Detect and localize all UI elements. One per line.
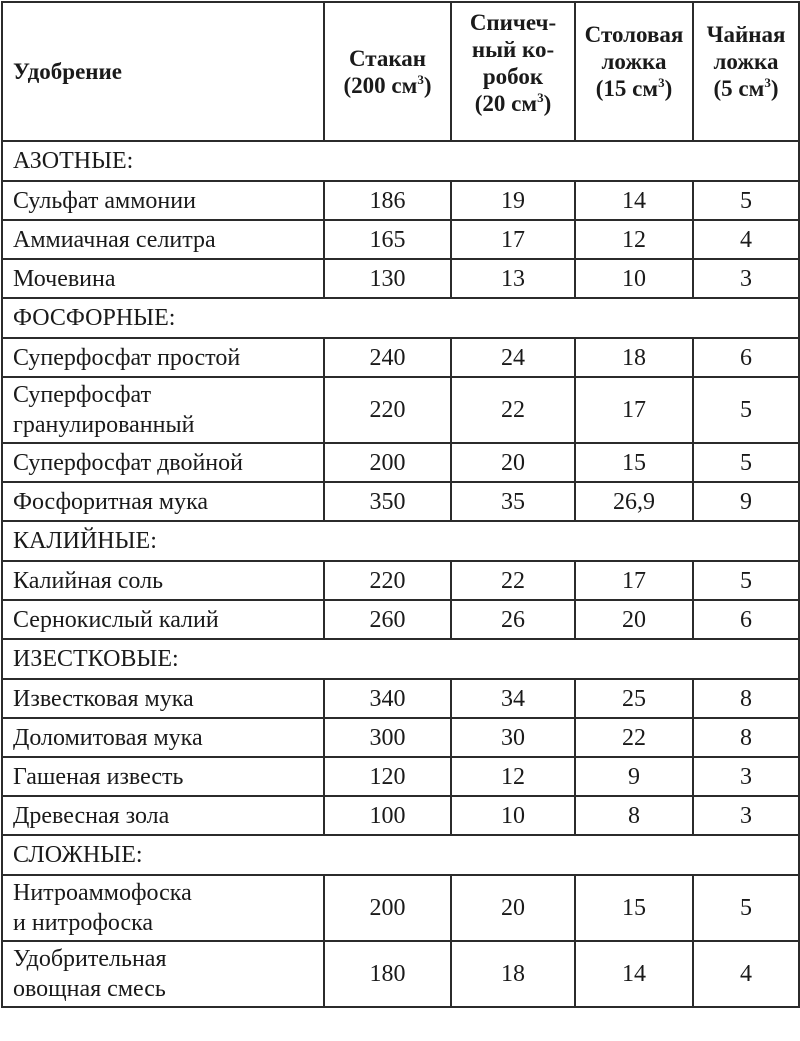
header-tablespoon <box>575 2 693 141</box>
tablespoon-value-cell: 25 <box>575 679 693 718</box>
table-row <box>2 941 799 1007</box>
fertilizer-name-line: Сернокислый калий <box>13 606 219 633</box>
fertilizer-name-line: Нитроаммофоска <box>13 880 192 906</box>
tablespoon-value-cell: 15 <box>575 875 693 941</box>
group-title: АЗОТНЫЕ: <box>2 141 799 181</box>
group-title: КАЛИЙНЫЕ: <box>2 521 799 561</box>
matchbox-value-cell: 26 <box>451 600 575 639</box>
fertilizer-name-line: Калийная соль <box>13 567 164 594</box>
header-teaspoon-line3: (5 см <box>713 76 765 101</box>
teaspoon-value-cell: 5 <box>693 443 799 482</box>
fertilizer-name-cell <box>2 757 324 796</box>
header-teaspoon-line1: Чайная <box>706 22 786 47</box>
table-row <box>2 338 799 377</box>
matchbox-value-cell: 20 <box>451 443 575 482</box>
glass-value-cell: 300 <box>324 718 451 757</box>
teaspoon-value-cell: 8 <box>693 718 799 757</box>
fertilizer-name-line: Фосфоритная мука <box>13 488 209 515</box>
header-matchbox-line3: робок <box>482 64 544 89</box>
fertilizer-name-cell <box>2 338 324 377</box>
group-title: ИЗЕСТКОВЫЕ: <box>2 639 799 679</box>
fertilizer-name-line: Известковая мука <box>13 685 194 712</box>
glass-value-cell: 100 <box>324 796 451 835</box>
group-row <box>2 521 799 561</box>
table-row <box>2 181 799 220</box>
fertilizer-name-line: Сульфат аммонии <box>13 187 196 214</box>
fertilizer-name-line: Доломитовая мука <box>13 724 203 751</box>
table-row <box>2 220 799 259</box>
tablespoon-value-cell: 10 <box>575 259 693 298</box>
fertilizer-name-cell <box>2 377 324 443</box>
matchbox-value-cell: 12 <box>451 757 575 796</box>
table-header <box>2 2 799 141</box>
teaspoon-value-cell: 5 <box>693 181 799 220</box>
header-teaspoon-sup: 3 <box>764 75 771 90</box>
glass-value-cell: 340 <box>324 679 451 718</box>
teaspoon-value-cell: 4 <box>693 941 799 1007</box>
fertilizer-name-cell <box>2 181 324 220</box>
table-row <box>2 875 799 941</box>
teaspoon-value-cell: 3 <box>693 796 799 835</box>
tablespoon-value-cell: 18 <box>575 338 693 377</box>
header-glass-sup: 3 <box>417 71 424 87</box>
fertilizer-name-cell <box>2 259 324 298</box>
glass-value-cell: 200 <box>324 875 451 941</box>
tablespoon-value-cell: 22 <box>575 718 693 757</box>
group-row <box>2 298 799 338</box>
header-tablespoon-line1: Столовая <box>584 22 684 47</box>
header-tablespoon-line3: (15 см <box>595 76 659 101</box>
tablespoon-value-cell: 20 <box>575 600 693 639</box>
teaspoon-value-cell: 5 <box>693 377 799 443</box>
fertilizer-name-line: гранулированный <box>13 412 195 438</box>
header-fertilizer-label: Удобрение <box>13 59 123 84</box>
table-row <box>2 718 799 757</box>
fertilizer-name-cell <box>2 941 324 1007</box>
table-row <box>2 757 799 796</box>
header-row <box>2 2 799 141</box>
fertilizer-name-line: Древесная зола <box>13 802 170 829</box>
matchbox-value-cell: 17 <box>451 220 575 259</box>
group-row <box>2 141 799 181</box>
fertilizer-name-cell <box>2 679 324 718</box>
matchbox-value-cell: 20 <box>451 875 575 941</box>
glass-value-cell: 200 <box>324 443 451 482</box>
tablespoon-value-cell: 15 <box>575 443 693 482</box>
teaspoon-value-cell: 4 <box>693 220 799 259</box>
header-matchbox <box>451 2 575 141</box>
matchbox-value-cell: 22 <box>451 377 575 443</box>
teaspoon-value-cell: 6 <box>693 600 799 639</box>
fertilizer-measures-table <box>1 1 800 1008</box>
fertilizer-name-cell <box>2 718 324 757</box>
fertilizer-name-cell <box>2 561 324 600</box>
matchbox-value-cell: 34 <box>451 679 575 718</box>
fertilizer-name-cell <box>2 443 324 482</box>
header-teaspoon <box>693 2 799 141</box>
fertilizer-name-line: Удобрительная <box>13 946 167 972</box>
tablespoon-value-cell: 9 <box>575 757 693 796</box>
table-row <box>2 482 799 521</box>
fertilizer-name-cell <box>2 875 324 941</box>
header-tablespoon-paren: ) <box>664 76 673 101</box>
matchbox-value-cell: 30 <box>451 718 575 757</box>
header-matchbox-paren: ) <box>543 91 552 116</box>
header-matchbox-line2: ный ко- <box>471 37 555 62</box>
matchbox-value-cell: 18 <box>451 941 575 1007</box>
glass-value-cell: 165 <box>324 220 451 259</box>
header-matchbox-line1: Спичеч- <box>469 10 557 35</box>
teaspoon-value-cell: 5 <box>693 875 799 941</box>
table-row <box>2 796 799 835</box>
fertilizer-name-line: Гашеная известь <box>13 763 184 790</box>
header-teaspoon-paren: ) <box>770 76 779 101</box>
tablespoon-value-cell: 17 <box>575 377 693 443</box>
tablespoon-value-cell: 14 <box>575 181 693 220</box>
glass-value-cell: 240 <box>324 338 451 377</box>
table-row <box>2 377 799 443</box>
group-row <box>2 835 799 875</box>
header-glass-line2: (200 см <box>343 72 418 98</box>
table-row <box>2 600 799 639</box>
matchbox-value-cell: 35 <box>451 482 575 521</box>
header-fertilizer <box>2 2 324 141</box>
matchbox-value-cell: 24 <box>451 338 575 377</box>
glass-value-cell: 186 <box>324 181 451 220</box>
glass-value-cell: 220 <box>324 561 451 600</box>
glass-value-cell: 180 <box>324 941 451 1007</box>
header-matchbox-sup: 3 <box>537 90 544 105</box>
tablespoon-value-cell: 17 <box>575 561 693 600</box>
header-glass <box>324 2 451 141</box>
fertilizer-name-line: Суперфосфат простой <box>13 344 241 371</box>
table-row <box>2 443 799 482</box>
glass-value-cell: 130 <box>324 259 451 298</box>
header-teaspoon-line2: ложка <box>713 49 779 74</box>
fertilizer-name-line: Аммиачная селитра <box>13 226 216 253</box>
table-row <box>2 561 799 600</box>
glass-value-cell: 220 <box>324 377 451 443</box>
fertilizer-name-line: Мочевина <box>13 265 116 292</box>
teaspoon-value-cell: 5 <box>693 561 799 600</box>
tablespoon-value-cell: 8 <box>575 796 693 835</box>
fertilizer-name-cell <box>2 482 324 521</box>
fertilizer-name-line: Суперфосфат <box>13 382 152 408</box>
teaspoon-value-cell: 3 <box>693 757 799 796</box>
glass-value-cell: 260 <box>324 600 451 639</box>
glass-value-cell: 120 <box>324 757 451 796</box>
teaspoon-value-cell: 6 <box>693 338 799 377</box>
fertilizer-name-line: овощная смесь <box>13 976 166 1002</box>
glass-value-cell: 350 <box>324 482 451 521</box>
tablespoon-value-cell: 14 <box>575 941 693 1007</box>
table-row <box>2 259 799 298</box>
header-matchbox-line4: (20 см <box>474 91 538 116</box>
teaspoon-value-cell: 3 <box>693 259 799 298</box>
table-body <box>2 141 799 1007</box>
fertilizer-name-line: и нитрофоска <box>13 910 154 936</box>
matchbox-value-cell: 13 <box>451 259 575 298</box>
fertilizer-name-cell <box>2 796 324 835</box>
matchbox-value-cell: 22 <box>451 561 575 600</box>
table-row <box>2 679 799 718</box>
matchbox-value-cell: 19 <box>451 181 575 220</box>
group-title: СЛОЖНЫЕ: <box>2 835 799 875</box>
matchbox-value-cell: 10 <box>451 796 575 835</box>
teaspoon-value-cell: 9 <box>693 482 799 521</box>
header-tablespoon-sup: 3 <box>658 75 665 90</box>
fertilizer-name-line: Суперфосфат двойной <box>13 449 243 476</box>
header-glass-paren: ) <box>423 72 432 98</box>
tablespoon-value-cell: 26,9 <box>575 482 693 521</box>
group-title: ФОСФОРНЫЕ: <box>2 298 799 338</box>
group-row <box>2 639 799 679</box>
fertilizer-name-cell <box>2 220 324 259</box>
header-tablespoon-line2: ложка <box>601 49 667 74</box>
tablespoon-value-cell: 12 <box>575 220 693 259</box>
fertilizer-name-cell <box>2 600 324 639</box>
header-glass-line1: Стакан <box>348 45 427 71</box>
teaspoon-value-cell: 8 <box>693 679 799 718</box>
